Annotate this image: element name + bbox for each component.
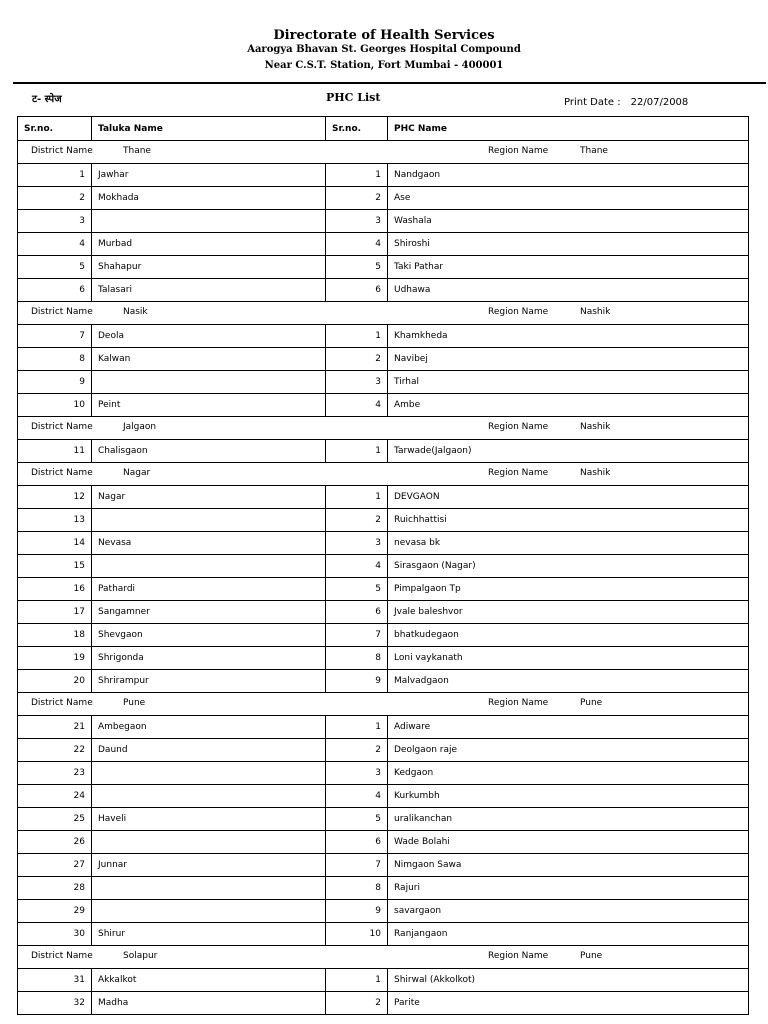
table-row bbox=[18, 394, 749, 417]
taluka-srno-cell: 12 bbox=[18, 486, 92, 509]
phc-name-cell: Pimpalgaon Tp bbox=[388, 578, 749, 601]
district-header-row bbox=[18, 417, 749, 440]
district-header-cell bbox=[18, 946, 749, 969]
phc-srno-cell: 3 bbox=[326, 371, 388, 394]
phc-name-cell: Shirwal (Akkolkot) bbox=[388, 969, 749, 992]
region-name: Nashik bbox=[580, 422, 611, 432]
phc-srno-cell: 5 bbox=[326, 256, 388, 279]
taluka-srno-cell: 22 bbox=[18, 739, 92, 762]
taluka-srno-cell: 5 bbox=[18, 256, 92, 279]
taluka-name-cell: Shrirampur bbox=[92, 670, 326, 693]
phc-name-cell: Nimgaon Sawa bbox=[388, 854, 749, 877]
district-label: District Name bbox=[31, 698, 93, 708]
document-title: Directorate of Health Services bbox=[273, 28, 495, 43]
taluka-srno-cell: 13 bbox=[18, 509, 92, 532]
district-name: Solapur bbox=[123, 951, 158, 961]
district-label: District Name bbox=[31, 422, 93, 432]
region-name: Nashik bbox=[580, 468, 611, 478]
column-header-phc-srno: Sr.no. bbox=[326, 117, 388, 141]
taluka-name-cell bbox=[92, 785, 326, 808]
taluka-name-cell: Kalwan bbox=[92, 348, 326, 371]
header-divider bbox=[13, 82, 766, 84]
column-header-taluka-srno: Sr.no. bbox=[18, 117, 92, 141]
phc-name-cell: Udhawa bbox=[388, 279, 749, 302]
phc-name-cell: Rajuri bbox=[388, 877, 749, 900]
phc-srno-cell: 2 bbox=[326, 739, 388, 762]
phc-name-cell: Washala bbox=[388, 210, 749, 233]
phc-name-cell: Nandgaon bbox=[388, 164, 749, 187]
phc-name-cell: Ambe bbox=[388, 394, 749, 417]
table-row bbox=[18, 992, 749, 1015]
district-name: Nagar bbox=[123, 468, 151, 478]
taluka-name-cell: Jawhar bbox=[92, 164, 326, 187]
district-header-row bbox=[18, 946, 749, 969]
taluka-srno-cell: 27 bbox=[18, 854, 92, 877]
taluka-srno-cell: 4 bbox=[18, 233, 92, 256]
taluka-name-cell: Junnar bbox=[92, 854, 326, 877]
phc-name-cell: Loni vaykanath bbox=[388, 647, 749, 670]
report-code-label: ट- स्पेज bbox=[32, 94, 62, 105]
phc-name-cell: Adiware bbox=[388, 716, 749, 739]
taluka-srno-cell: 23 bbox=[18, 762, 92, 785]
taluka-srno-cell: 11 bbox=[18, 440, 92, 463]
phc-name-cell: Deolgaon raje bbox=[388, 739, 749, 762]
taluka-name-cell: Shevgaon bbox=[92, 624, 326, 647]
taluka-name-cell bbox=[92, 877, 326, 900]
taluka-srno-cell: 9 bbox=[18, 371, 92, 394]
table-row bbox=[18, 486, 749, 509]
table-header-row bbox=[18, 117, 749, 141]
phc-name-cell: Ranjangaon bbox=[388, 923, 749, 946]
taluka-name-cell: Nagar bbox=[92, 486, 326, 509]
district-label: District Name bbox=[31, 146, 93, 156]
taluka-srno-cell: 25 bbox=[18, 808, 92, 831]
phc-srno-cell: 8 bbox=[326, 877, 388, 900]
phc-name-cell: Ruichhattisi bbox=[388, 509, 749, 532]
table-row bbox=[18, 325, 749, 348]
region-name: Thane bbox=[580, 146, 608, 156]
phc-srno-cell: 4 bbox=[326, 233, 388, 256]
taluka-name-cell: Mokhada bbox=[92, 187, 326, 210]
table-row bbox=[18, 233, 749, 256]
region-label: Region Name bbox=[488, 698, 549, 708]
table-row bbox=[18, 164, 749, 187]
district-header-cell bbox=[18, 417, 749, 440]
district-header-cell bbox=[18, 463, 749, 486]
table-row bbox=[18, 624, 749, 647]
table-row bbox=[18, 555, 749, 578]
taluka-srno-cell: 26 bbox=[18, 831, 92, 854]
taluka-name-cell: Nevasa bbox=[92, 532, 326, 555]
phc-name-cell: Sirasgaon (Nagar) bbox=[388, 555, 749, 578]
table-row bbox=[18, 440, 749, 463]
taluka-name-cell: Peint bbox=[92, 394, 326, 417]
phc-srno-cell: 1 bbox=[326, 325, 388, 348]
phc-table bbox=[17, 116, 749, 1015]
taluka-name-cell bbox=[92, 900, 326, 923]
table-row bbox=[18, 923, 749, 946]
table-row bbox=[18, 877, 749, 900]
district-label: District Name bbox=[31, 307, 93, 317]
district-name: Jalgaon bbox=[123, 422, 157, 432]
region-name: Pune bbox=[580, 951, 603, 961]
taluka-srno-cell: 1 bbox=[18, 164, 92, 187]
phc-name-cell: uralikanchan bbox=[388, 808, 749, 831]
print-date bbox=[564, 97, 688, 108]
table-row bbox=[18, 256, 749, 279]
phc-srno-cell: 6 bbox=[326, 601, 388, 624]
phc-srno-cell: 2 bbox=[326, 187, 388, 210]
phc-srno-cell: 2 bbox=[326, 992, 388, 1015]
phc-name-cell: Tarwade(Jalgaon) bbox=[388, 440, 749, 463]
taluka-srno-cell: 30 bbox=[18, 923, 92, 946]
phc-srno-cell: 8 bbox=[326, 647, 388, 670]
taluka-srno-cell: 32 bbox=[18, 992, 92, 1015]
table-row bbox=[18, 831, 749, 854]
table-row bbox=[18, 854, 749, 877]
table-row bbox=[18, 532, 749, 555]
table-row bbox=[18, 348, 749, 371]
taluka-srno-cell: 17 bbox=[18, 601, 92, 624]
table-row bbox=[18, 739, 749, 762]
region-label: Region Name bbox=[488, 146, 549, 156]
phc-srno-cell: 6 bbox=[326, 831, 388, 854]
phc-name-cell: Shiroshi bbox=[388, 233, 749, 256]
taluka-name-cell: Chalisgaon bbox=[92, 440, 326, 463]
phc-srno-cell: 9 bbox=[326, 900, 388, 923]
taluka-name-cell: Sangamner bbox=[92, 601, 326, 624]
phc-name-cell: Navibej bbox=[388, 348, 749, 371]
phc-srno-cell: 3 bbox=[326, 762, 388, 785]
report-title: PHC List bbox=[326, 91, 381, 104]
phc-srno-cell: 2 bbox=[326, 348, 388, 371]
district-name: Pune bbox=[123, 698, 146, 708]
table-row bbox=[18, 647, 749, 670]
taluka-srno-cell: 15 bbox=[18, 555, 92, 578]
taluka-name-cell: Murbad bbox=[92, 233, 326, 256]
phc-srno-cell: 7 bbox=[326, 854, 388, 877]
district-header-cell bbox=[18, 693, 749, 716]
phc-name-cell: nevasa bk bbox=[388, 532, 749, 555]
district-header-row bbox=[18, 463, 749, 486]
table-row bbox=[18, 762, 749, 785]
phc-srno-cell: 5 bbox=[326, 808, 388, 831]
phc-srno-cell: 1 bbox=[326, 440, 388, 463]
taluka-srno-cell: 28 bbox=[18, 877, 92, 900]
taluka-name-cell: Shahapur bbox=[92, 256, 326, 279]
taluka-srno-cell: 24 bbox=[18, 785, 92, 808]
table-row bbox=[18, 808, 749, 831]
phc-srno-cell: 3 bbox=[326, 532, 388, 555]
taluka-name-cell: Daund bbox=[92, 739, 326, 762]
region-name: Nashik bbox=[580, 307, 611, 317]
taluka-name-cell: Madha bbox=[92, 992, 326, 1015]
column-header-taluka-name: Taluka Name bbox=[92, 117, 326, 141]
taluka-srno-cell: 29 bbox=[18, 900, 92, 923]
taluka-srno-cell: 8 bbox=[18, 348, 92, 371]
phc-name-cell: bhatkudegaon bbox=[388, 624, 749, 647]
taluka-srno-cell: 31 bbox=[18, 969, 92, 992]
district-label: District Name bbox=[31, 468, 93, 478]
phc-name-cell: Malvadgaon bbox=[388, 670, 749, 693]
taluka-srno-cell: 18 bbox=[18, 624, 92, 647]
table-row bbox=[18, 279, 749, 302]
taluka-srno-cell: 20 bbox=[18, 670, 92, 693]
taluka-srno-cell: 19 bbox=[18, 647, 92, 670]
taluka-name-cell: Akkalkot bbox=[92, 969, 326, 992]
phc-name-cell: Kedgaon bbox=[388, 762, 749, 785]
taluka-srno-cell: 10 bbox=[18, 394, 92, 417]
taluka-name-cell bbox=[92, 831, 326, 854]
taluka-srno-cell: 16 bbox=[18, 578, 92, 601]
phc-srno-cell: 7 bbox=[326, 624, 388, 647]
taluka-name-cell: Deola bbox=[92, 325, 326, 348]
taluka-name-cell: Talasari bbox=[92, 279, 326, 302]
table-row bbox=[18, 210, 749, 233]
region-label: Region Name bbox=[488, 951, 549, 961]
phc-name-cell: Jvale baleshvor bbox=[388, 601, 749, 624]
table-row bbox=[18, 670, 749, 693]
taluka-srno-cell: 7 bbox=[18, 325, 92, 348]
taluka-srno-cell: 14 bbox=[18, 532, 92, 555]
table-row bbox=[18, 716, 749, 739]
print-date-label: Print Date : bbox=[564, 97, 621, 108]
region-name: Pune bbox=[580, 698, 603, 708]
table-row bbox=[18, 785, 749, 808]
taluka-name-cell: Haveli bbox=[92, 808, 326, 831]
table-row bbox=[18, 578, 749, 601]
phc-srno-cell: 4 bbox=[326, 785, 388, 808]
table-row bbox=[18, 509, 749, 532]
district-header-cell bbox=[18, 141, 749, 164]
taluka-srno-cell: 21 bbox=[18, 716, 92, 739]
district-name: Nasik bbox=[123, 307, 148, 317]
taluka-name-cell: Pathardi bbox=[92, 578, 326, 601]
phc-name-cell: Kurkumbh bbox=[388, 785, 749, 808]
phc-srno-cell: 1 bbox=[326, 716, 388, 739]
table-row bbox=[18, 601, 749, 624]
phc-srno-cell: 9 bbox=[326, 670, 388, 693]
document-address: Near C.S.T. Station, Fort Mumbai - 400001 bbox=[264, 60, 504, 71]
column-header-phc-name: PHC Name bbox=[388, 117, 749, 141]
phc-name-cell: DEVGAON bbox=[388, 486, 749, 509]
phc-name-cell: Parite bbox=[388, 992, 749, 1015]
phc-srno-cell: 1 bbox=[326, 164, 388, 187]
table-row bbox=[18, 187, 749, 210]
taluka-srno-cell: 2 bbox=[18, 187, 92, 210]
district-header-cell bbox=[18, 302, 749, 325]
table-row bbox=[18, 900, 749, 923]
district-header-row bbox=[18, 141, 749, 164]
phc-srno-cell: 3 bbox=[326, 210, 388, 233]
taluka-name-cell bbox=[92, 762, 326, 785]
table-body bbox=[18, 141, 749, 1015]
taluka-name-cell: Ambegaon bbox=[92, 716, 326, 739]
district-header-row bbox=[18, 302, 749, 325]
print-date-value: 22/07/2008 bbox=[630, 97, 689, 108]
phc-name-cell: Ase bbox=[388, 187, 749, 210]
phc-srno-cell: 4 bbox=[326, 394, 388, 417]
phc-name-cell: Khamkheda bbox=[388, 325, 749, 348]
taluka-srno-cell: 6 bbox=[18, 279, 92, 302]
phc-srno-cell: 6 bbox=[326, 279, 388, 302]
taluka-name-cell: Shrigonda bbox=[92, 647, 326, 670]
phc-srno-cell: 5 bbox=[326, 578, 388, 601]
phc-srno-cell: 1 bbox=[326, 969, 388, 992]
region-label: Region Name bbox=[488, 422, 549, 432]
table-row bbox=[18, 969, 749, 992]
taluka-name-cell bbox=[92, 371, 326, 394]
phc-name-cell: Wade Bolahi bbox=[388, 831, 749, 854]
region-label: Region Name bbox=[488, 468, 549, 478]
table-row bbox=[18, 371, 749, 394]
phc-name-cell: savargaon bbox=[388, 900, 749, 923]
taluka-name-cell bbox=[92, 509, 326, 532]
phc-srno-cell: 4 bbox=[326, 555, 388, 578]
taluka-name-cell bbox=[92, 555, 326, 578]
district-name: Thane bbox=[123, 146, 151, 156]
phc-name-cell: Taki Pathar bbox=[388, 256, 749, 279]
phc-srno-cell: 1 bbox=[326, 486, 388, 509]
document-subtitle: Aarogya Bhavan St. Georges Hospital Compound bbox=[247, 44, 521, 55]
phc-srno-cell: 10 bbox=[326, 923, 388, 946]
phc-srno-cell: 2 bbox=[326, 509, 388, 532]
taluka-name-cell: Shirur bbox=[92, 923, 326, 946]
region-label: Region Name bbox=[488, 307, 549, 317]
taluka-name-cell bbox=[92, 210, 326, 233]
phc-name-cell: Tirhal bbox=[388, 371, 749, 394]
district-label: District Name bbox=[31, 951, 93, 961]
district-header-row bbox=[18, 693, 749, 716]
taluka-srno-cell: 3 bbox=[18, 210, 92, 233]
